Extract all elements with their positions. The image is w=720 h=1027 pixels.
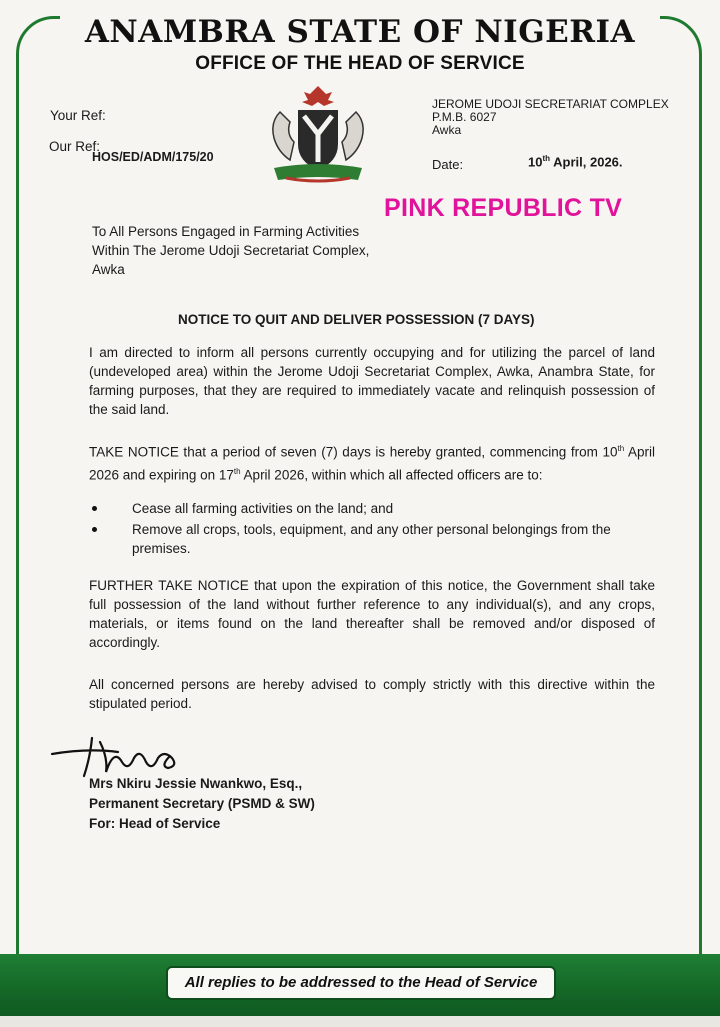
address-line: Awka	[432, 123, 462, 137]
addressee-line: Within The Jerome Udoji Secretariat Complex,	[92, 243, 370, 258]
para2-sup: th	[617, 444, 625, 453]
para2-sup: th	[233, 466, 241, 476]
para2-part: April 2026, within which all affected officers are to:	[240, 467, 543, 482]
date-rest: April, 2026.	[550, 154, 623, 170]
date-suffix: th	[542, 154, 551, 163]
list-item	[90, 520, 660, 558]
bullet-list	[90, 499, 660, 558]
list-item	[90, 499, 660, 518]
state-title: ANAMBRA STATE OF NIGERIA	[84, 14, 636, 50]
addressee-block	[92, 222, 369, 279]
footer-note: All replies to be addressed to the Head of Service	[166, 966, 556, 1000]
coat-of-arms-icon	[260, 82, 376, 186]
body-paragraph-4: All concerned persons are hereby advised to comply strictly with this directive within the stipulated period.	[89, 677, 655, 711]
bullet-icon	[92, 506, 97, 511]
para2-part: April 2026 and expiring on 17	[89, 444, 656, 482]
watermark-text: PINK REPUBLIC TV	[384, 194, 623, 222]
your-ref-label: Your Ref:	[50, 108, 106, 123]
list-item-text: Cease all farming activities on the land; and	[132, 501, 394, 516]
body-paragraph-3: FURTHER TAKE NOTICE that upon the expiration of this notice, the Government shall take full possession of the land without further reference to any individual(s), and any crops, materials, or items found on the land thereafter shall be removed and/or disposed of accordingly.	[89, 578, 655, 650]
date-value	[528, 154, 623, 169]
addressee-line: To All Persons Engaged in Farming Activities	[92, 224, 360, 239]
signatory-name: Mrs Nkiru Jessie Nwankwo, Esq.,	[89, 776, 303, 791]
addressee-line: Awka	[92, 262, 125, 277]
para2-part: TAKE NOTICE that a period of seven (7) days is hereby granted, commencing from 10	[89, 444, 618, 460]
body-paragraph-2	[89, 439, 655, 484]
date-day: 10	[528, 154, 543, 170]
list-item-text: Remove all crops, tools, equipment, and any other personal belongings from the premises.	[132, 522, 611, 556]
bullet-icon	[92, 527, 97, 532]
signatory-title: Permanent Secretary (PSMD & SW)	[89, 796, 315, 811]
notice-title: NOTICE TO QUIT AND DELIVER POSSESSION (7 DAYS)	[178, 312, 535, 327]
address-line: JEROME UDOJI SECRETARIAT COMPLEX	[432, 97, 669, 111]
our-ref-label: Our Ref:	[49, 139, 101, 154]
signatory-block	[89, 774, 315, 834]
page-bottom-edge	[0, 1016, 720, 1027]
our-ref-value: HOS/ED/ADM/175/20	[92, 150, 214, 164]
office-title: OFFICE OF THE HEAD OF SERVICE	[195, 53, 525, 74]
address-line: P.M.B. 6027	[432, 110, 497, 124]
signatory-for: For: Head of Service	[89, 816, 221, 831]
date-label: Date:	[432, 157, 464, 172]
body-paragraph-1: I am directed to inform all persons currently occupying and for utilizing the parcel of land (undeveloped area) within the Jerome Udoji Secretariat Complex, Awka, Anambra State, for farming purposes, that they are required to immediately vacate and relinquish possession of the said land.	[89, 345, 655, 417]
office-address	[432, 98, 669, 137]
signature-icon	[48, 728, 218, 780]
